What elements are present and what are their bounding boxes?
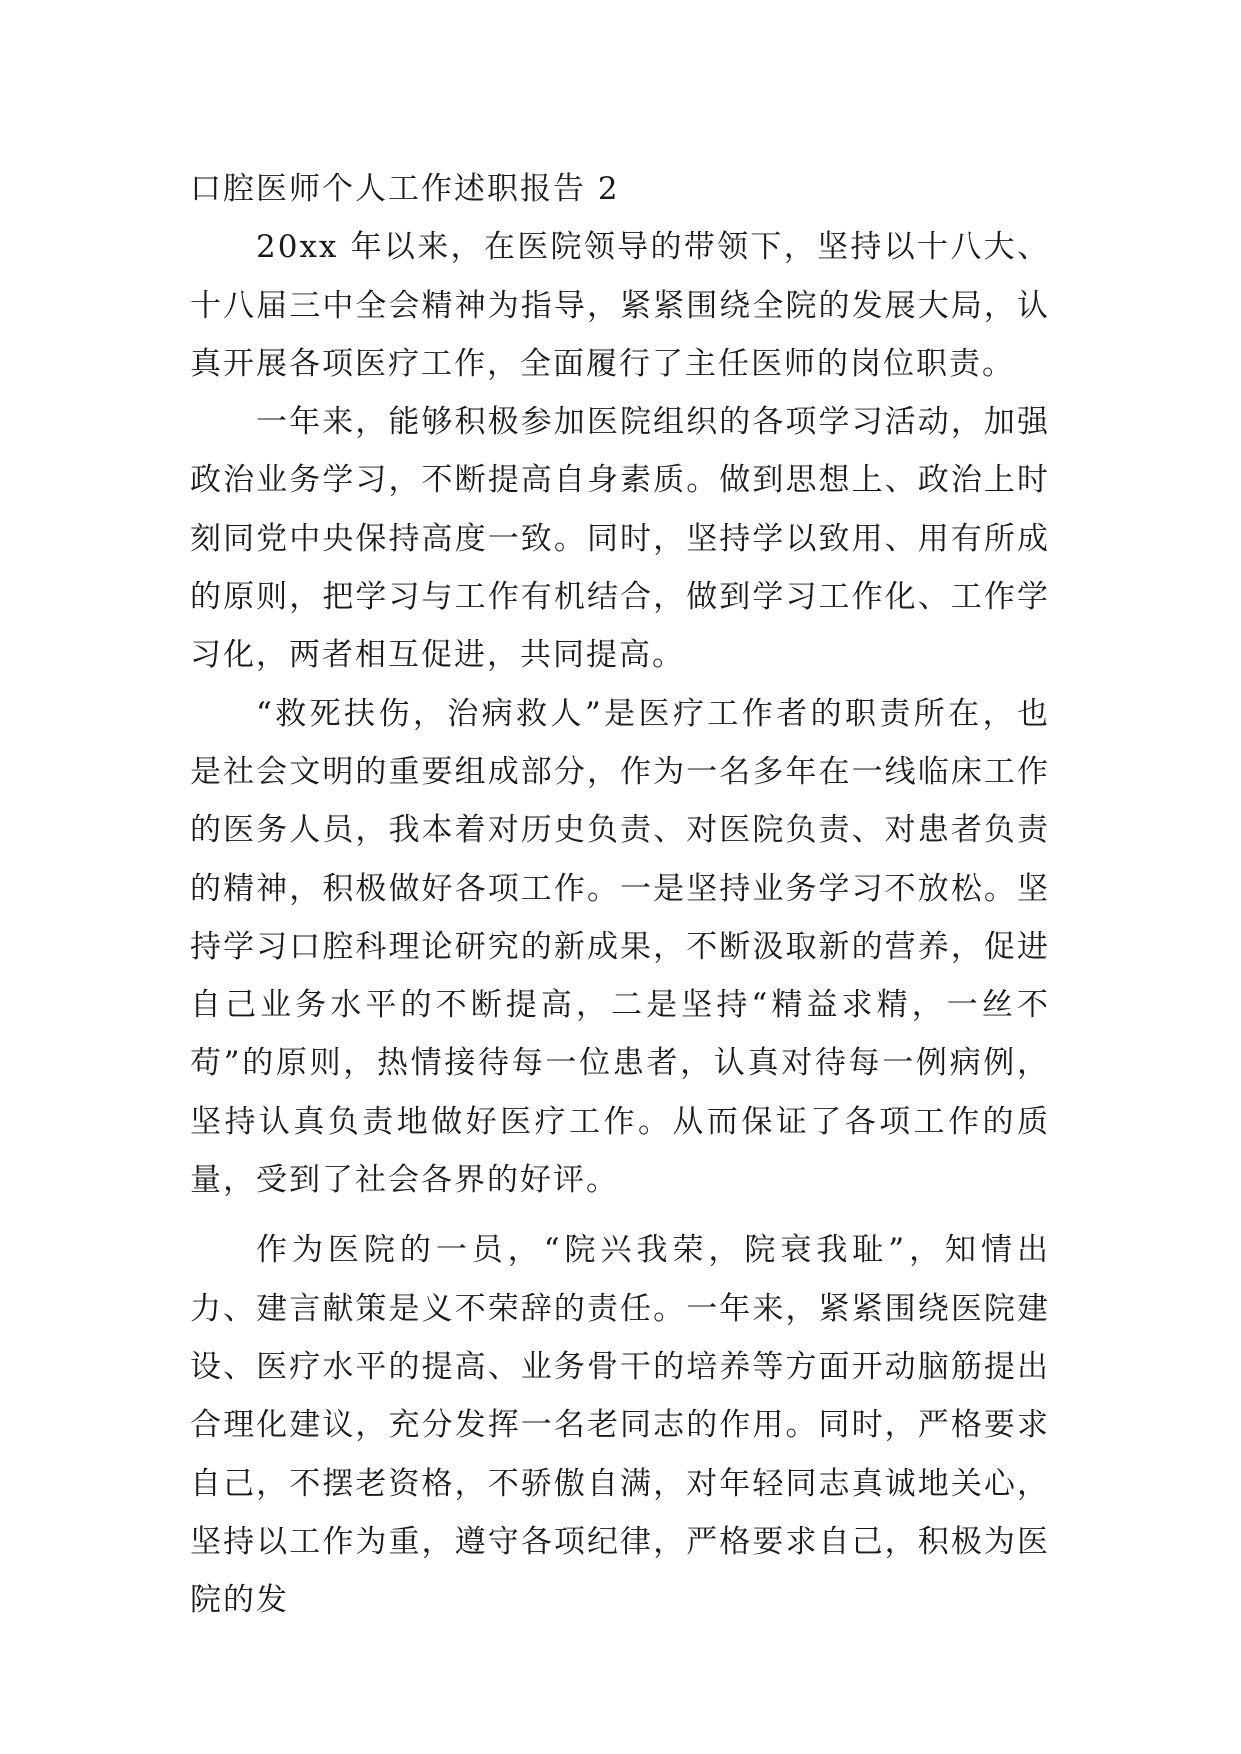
- paragraph-intro: 20xx 年以来，在医院领导的带领下，坚持以十八大、十八届三中全会精神为指导，紧紧围绕全院的发展大局，认真开展各项医疗工作，全面履行了主任医师的岗位职责。: [190, 229, 1050, 382]
- paragraph-study: 一年来，能够积极参加医院组织的各项学习活动，加强政治业务学习，不断提高自身素质。做到思想上、政治上时刻同党中央保持高度一致。同时，坚持学以致用、用有所成的原则，把学习与工作有机结合，做到学习工作化、工作学习化，两者相互促进，共同提高。: [190, 404, 1050, 674]
- paragraph-contribution: 作为医院的一员，“院兴我荣，院衰我耻”，知情出力、建言献策是义不荣辞的责任。一年来，紧紧围绕医院建设、医疗水平的提高、业务骨干的培养等方面开动脑筋提出合理化建议，充分发挥一名老同志的作用。同时，严格要求自己，不摆老资格，不骄傲自满，对年轻同志真诚地关心，坚持以工作为重，遵守各项纪律，严格要求自己，积极为医院的发: [190, 1232, 1050, 1619]
- document-body: [190, 160, 1050, 1629]
- document-title: 口腔医师个人工作述职报告 2: [190, 171, 620, 207]
- paragraph-duty: “救死扶伤，治病救人”是医疗工作者的职责所在，也是社会文明的重要组成部分，作为一名多年在一线临床工作的医务人员，我本着对历史负责、对医院负责、对患者负责的精神，积极做好各项工作。一是坚持业务学习不放松。坚持学习口腔科理论研究的新成果，不断汲取新的营养，促进自己业务水平的不断提高，二是坚持“精益求精，一丝不苟”的原则，热情接待每一位患者，认真对待每一例病例，坚持认真负责地做好医疗工作。从而保证了各项工作的质量，受到了社会各界的好评。: [190, 695, 1050, 1199]
